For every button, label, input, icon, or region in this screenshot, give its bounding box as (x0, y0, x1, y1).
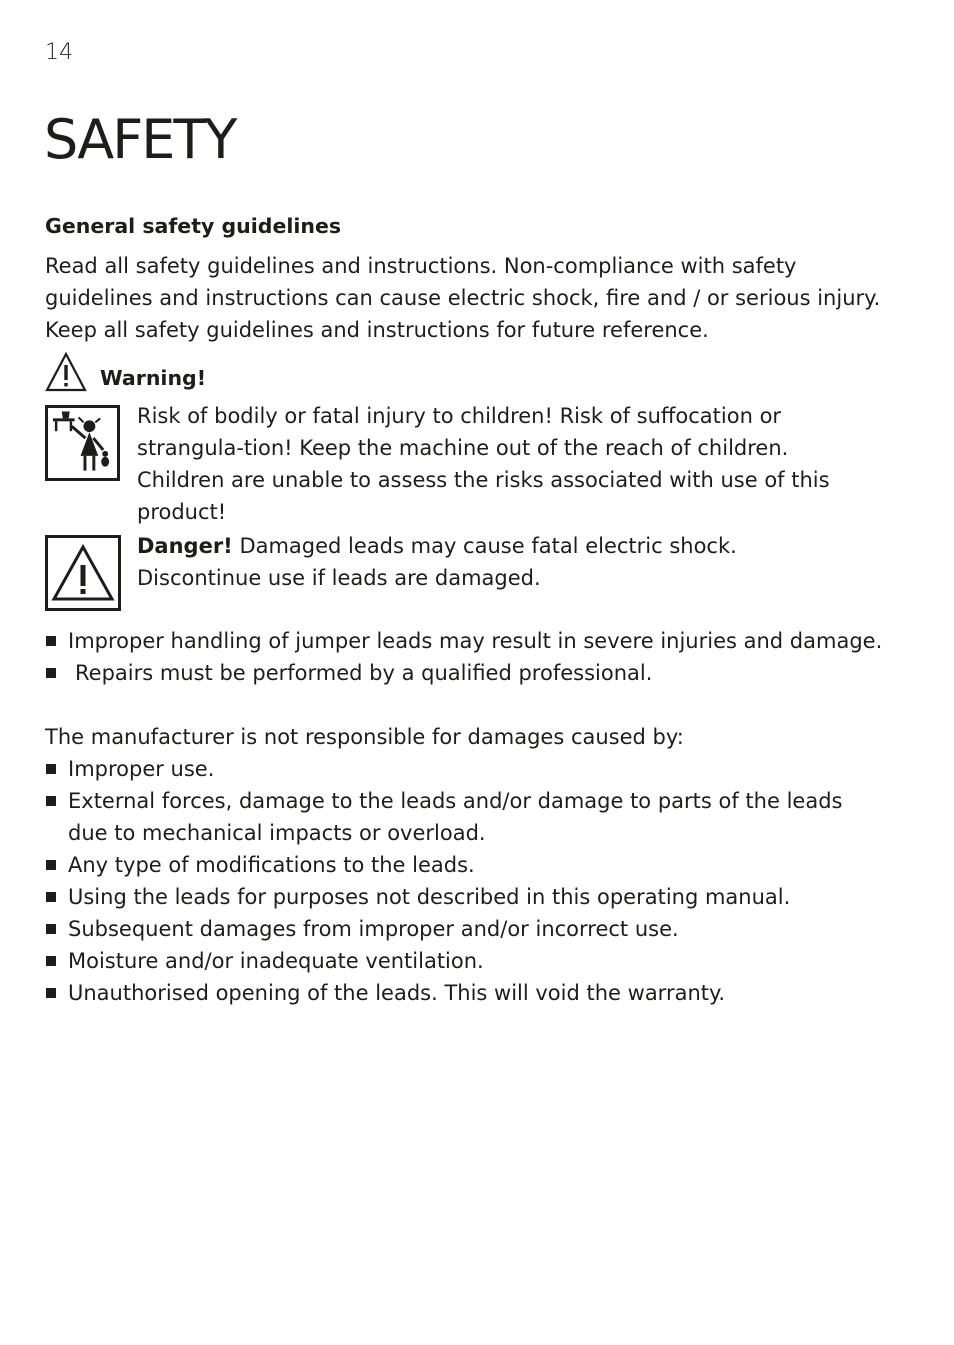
section-heading: General safety guidelines (45, 214, 342, 238)
warning-label: Warning! (100, 366, 207, 390)
list-item: Subsequent damages from improper and/or incorrect use. (45, 913, 885, 945)
danger-text (137, 530, 867, 594)
intro-paragraph: Read all safety guidelines and instructions. Non-compliance with safety guidelines and instructions can cause electric shock, fire and / or serious injury. Keep all safety guidelines and instructions for future reference. (45, 254, 881, 342)
danger-description: Damaged leads may cause fatal electric shock. Discontinue use if leads are damaged. (137, 534, 737, 590)
liability-list (45, 753, 885, 1009)
list-item: Any type of modifications to the leads. (45, 849, 885, 881)
warning-text: Risk of bodily or fatal injury to children! Risk of suffocation or strangula-tion! Keep the machine out of the reach of children. Children are unable to assess the risks associated with use of this product! (137, 404, 830, 524)
danger-triangle-icon (45, 535, 121, 611)
list-item: Unauthorised opening of the leads. This will void the warranty. (45, 977, 885, 1009)
danger-label: Danger! (137, 534, 233, 558)
list-item: Moisture and/or inadequate ventilation. (45, 945, 885, 977)
warning-triangle-icon (45, 352, 87, 392)
handling-list (45, 625, 885, 689)
list-item: Using the leads for purposes not described in this operating manual. (45, 881, 885, 913)
page-number: 14 (45, 40, 73, 65)
list-item: Improper handling of jumper leads may result in severe injuries and damage. (45, 625, 885, 657)
child-hazard-icon (45, 405, 120, 481)
list-item: Improper use. (45, 753, 885, 785)
page-title: SAFETY (44, 108, 236, 171)
list-item: External forces, damage to the leads and/or damage to parts of the leads due to mechanical impacts or overload. (45, 785, 885, 849)
list-item: Repairs must be performed by a qualified professional. (45, 657, 885, 689)
liability-intro: The manufacturer is not responsible for damages caused by: (45, 725, 684, 749)
